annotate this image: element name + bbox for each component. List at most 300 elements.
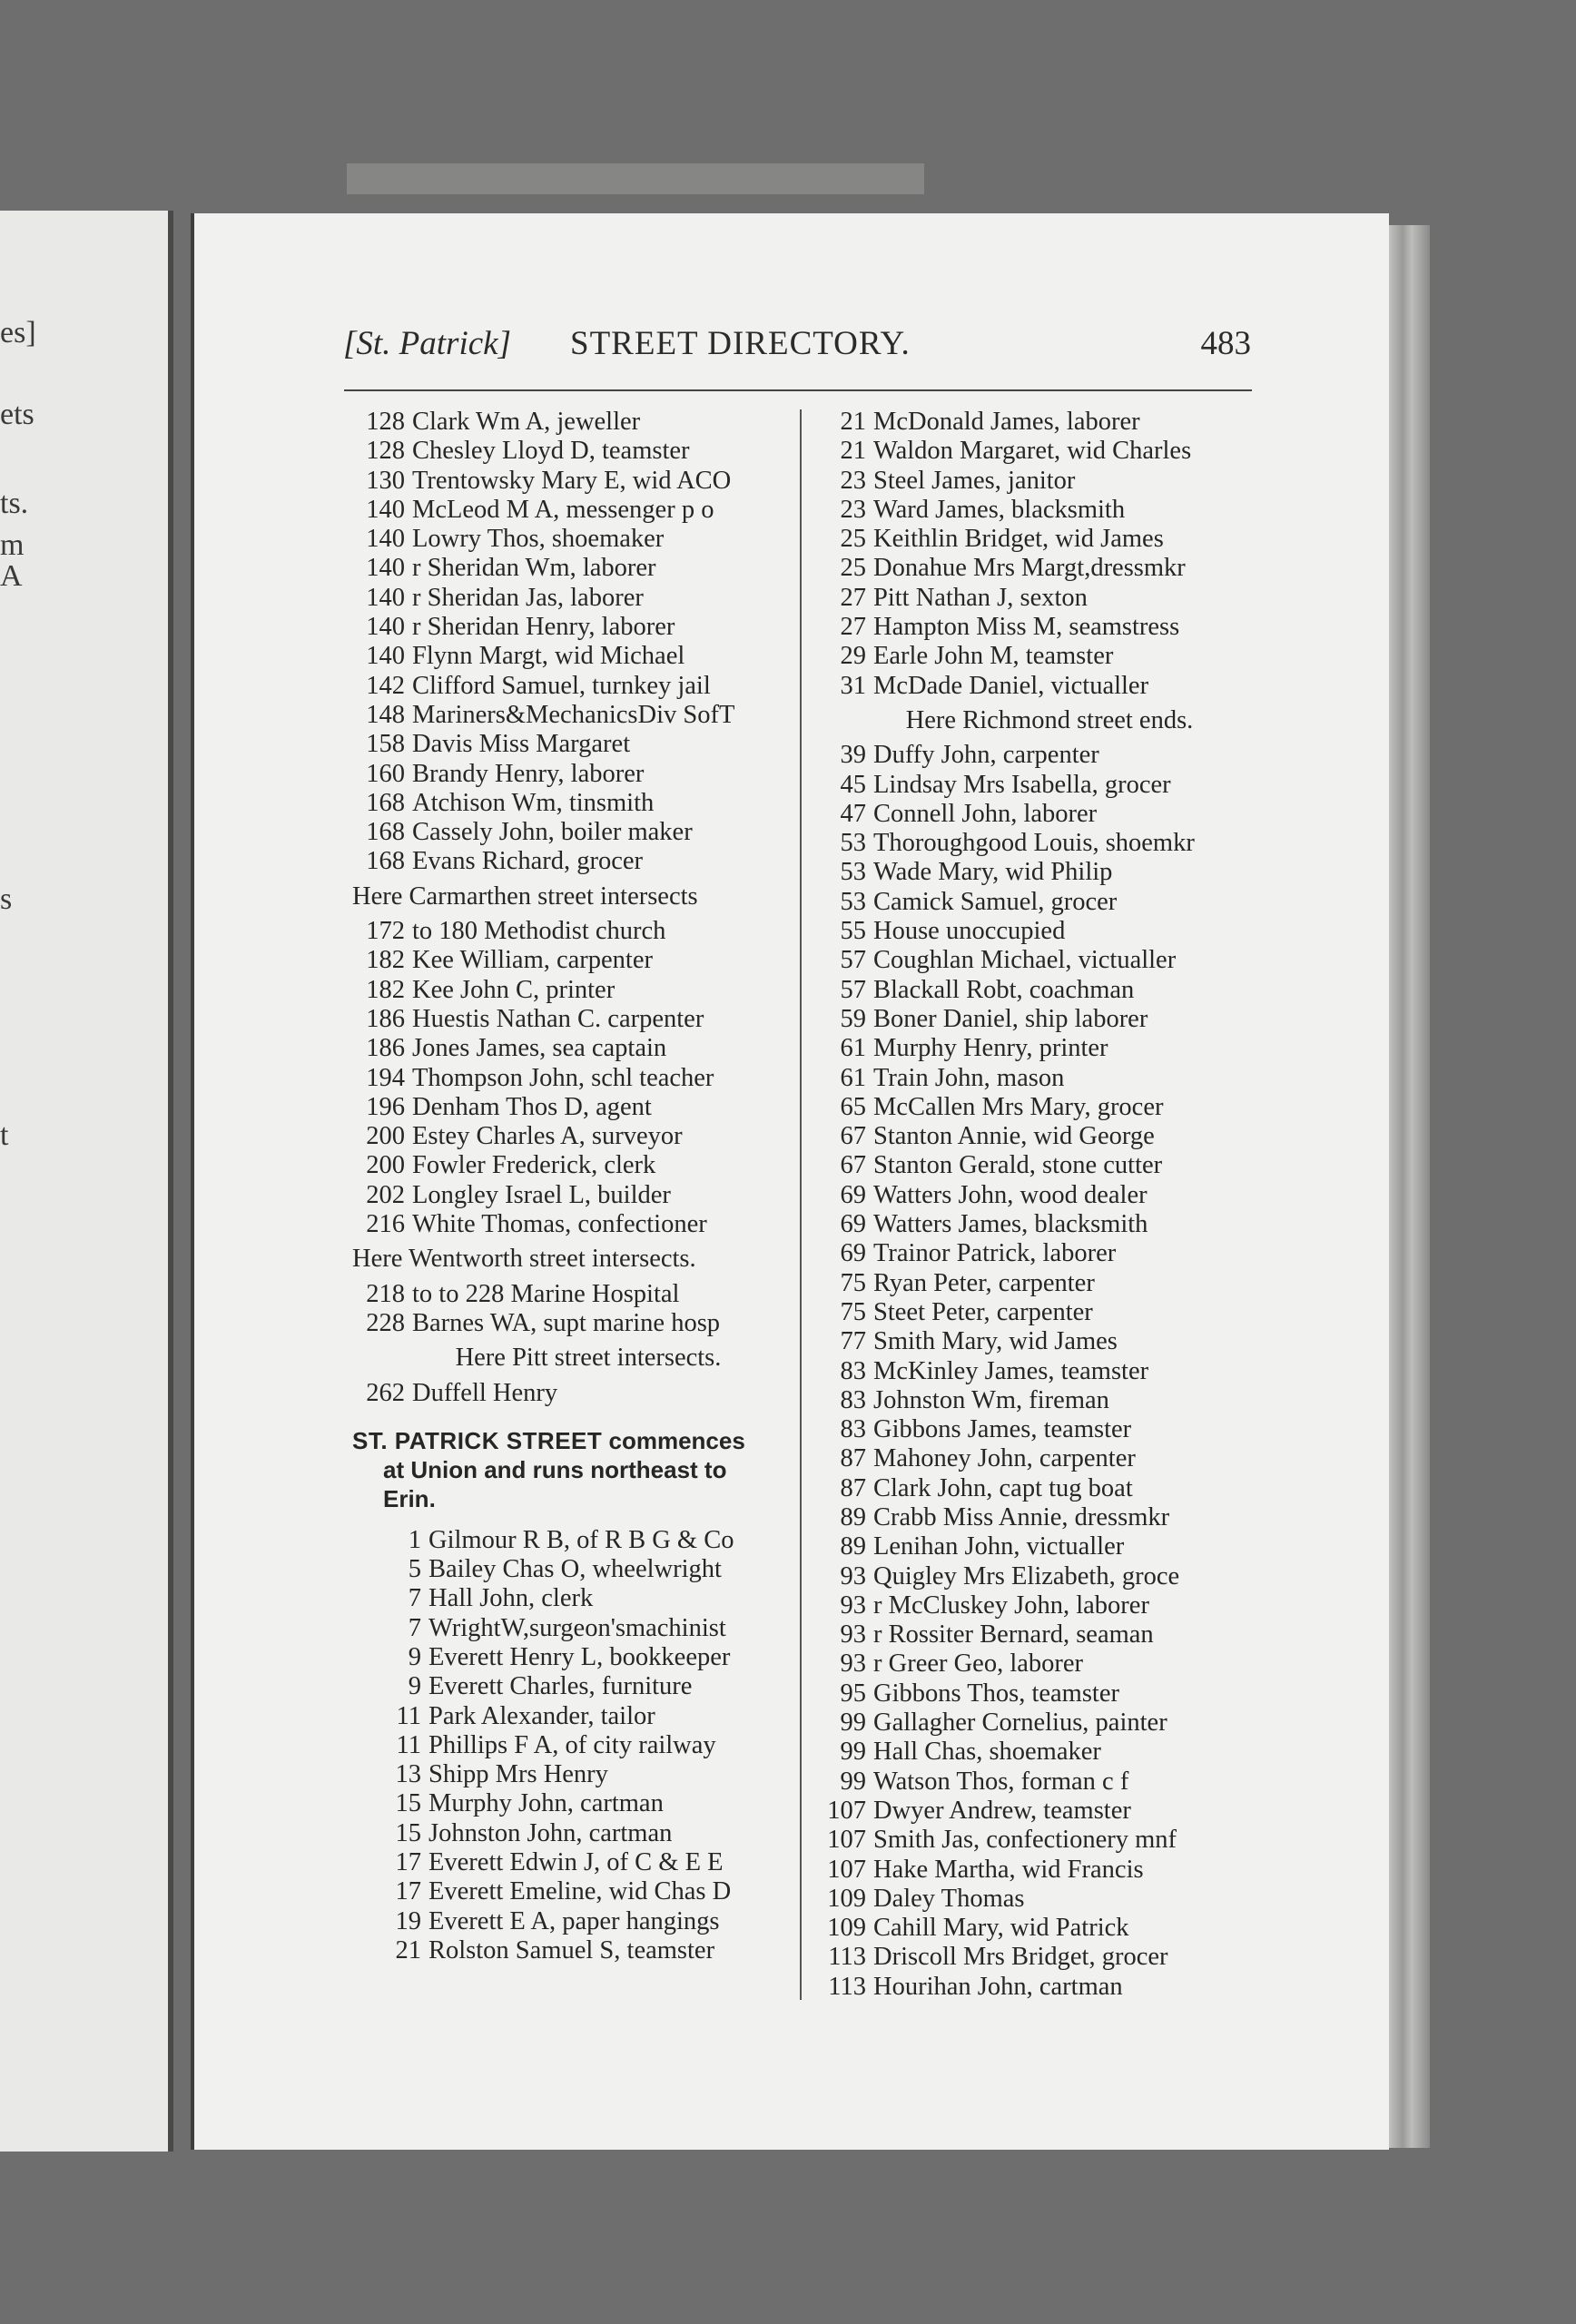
resident-text: White Thomas, confectioner [412,1210,707,1239]
house-number: 17 [395,1877,421,1906]
house-number: 216 [366,1210,405,1239]
resident-text: Jones James, sea captain [412,1034,667,1063]
resident-text: Denham Thos D, agent [412,1092,652,1121]
resident-text: Hampton Miss M, seamstress [873,613,1180,642]
directory-entry [813,1797,1258,1826]
directory-entry [352,1672,797,1701]
resident-text: to 180 Methodist church [412,917,666,946]
directory-entry [352,496,797,525]
house-number: 15 [395,1789,421,1818]
resident-text: Boner Daniel, ship laborer [873,1004,1148,1033]
house-number: 140 [366,613,405,642]
house-number: 99 [840,1767,866,1796]
house-number: 11 [396,1701,421,1730]
house-number: 59 [840,1004,866,1033]
resident-text: Donahue Mrs Margt,dressmkr [873,554,1186,583]
directory-entry [813,858,1258,887]
page-edges [1384,225,1430,2148]
directory-entry [352,1907,797,1936]
directory-entry [352,1093,797,1122]
directory-entry [352,917,797,946]
directory-entry [352,976,797,1005]
resident-text: r Rossiter Bernard, seaman [873,1620,1154,1649]
house-number: 77 [840,1327,866,1356]
house-number: 172 [366,917,405,946]
resident-text: Everett Emeline, wid Chas D [428,1877,732,1906]
directory-entry [813,554,1258,583]
entry-group [352,1526,797,1965]
resident-text: Duffell Henry [412,1378,558,1407]
resident-text: Flynn Margt, wid Michael [412,642,685,671]
street-heading-rest: commences [608,1426,745,1454]
resident-text: Waldon Margaret, wid Charles [873,437,1192,466]
directory-entry [352,760,797,789]
resident-text: Lindsay Mrs Isabella, grocer [873,770,1171,799]
house-number: 21 [840,437,866,466]
resident-text: Hake Martha, wid Francis [873,1855,1144,1884]
house-number: 109 [827,1914,866,1943]
directory-entry [352,1936,797,1965]
directory-entry [813,1649,1258,1679]
resident-text: Brandy Henry, laborer [412,759,645,788]
house-number: 31 [840,671,866,700]
house-number: 29 [840,642,866,671]
resident-text: Mariners&MechanicsDiv SofT [412,700,735,729]
directory-entry [352,1848,797,1877]
resident-text: WrightW,surgeon'smachinist [428,1613,726,1642]
resident-text: r Greer Geo, laborer [873,1649,1084,1679]
house-number: 53 [840,887,866,916]
directory-entry [813,642,1258,671]
house-number: 228 [366,1308,405,1337]
directory-entry [352,1122,797,1151]
directory-entry [813,672,1258,701]
resident-text: Gallagher Cornelius, painter [873,1709,1167,1738]
house-number: 61 [840,1063,866,1092]
house-number: 194 [366,1063,405,1092]
resident-text: Pitt Nathan J, sexton [873,583,1088,612]
directory-entry [813,1738,1258,1767]
entry-group [352,917,797,1239]
resident-text: Camick Samuel, grocer [873,887,1118,916]
directory-entry [813,1181,1258,1210]
house-number: 140 [366,642,405,671]
directory-entry [813,1620,1258,1649]
resident-text: Stanton Gerald, stone cutter [873,1151,1163,1180]
resident-text: to to 228 Marine Hospital [412,1279,680,1308]
house-number: 69 [840,1180,866,1209]
directory-entry [813,1474,1258,1503]
house-number: 61 [840,1034,866,1063]
house-number: 57 [840,946,866,975]
resident-text: Cahill Mary, wid Patrick [873,1914,1129,1943]
house-number: 160 [366,759,405,788]
resident-text: Ward James, blacksmith [873,495,1126,524]
directory-entry [813,946,1258,975]
resident-text: Thompson John, schl teacher [412,1063,714,1092]
resident-text: Smith Jas, confectionery mnf [873,1826,1177,1855]
directory-entry [813,1444,1258,1473]
house-number: 89 [840,1532,866,1561]
house-number: 128 [366,408,405,436]
house-number: 168 [366,818,405,847]
house-number: 53 [840,829,866,858]
street-note: Here Richmond street ends. [905,705,1194,734]
directory-entry [813,1064,1258,1093]
resident-text: Gibbons Thos, teamster [873,1679,1119,1708]
house-number: 107 [827,1796,866,1825]
resident-text: Keithlin Bridget, wid James [873,525,1164,554]
house-number: 23 [840,466,866,495]
resident-text: House unoccupied [873,917,1066,946]
left-fragment-text: A [0,559,23,593]
house-number: 186 [366,1004,405,1033]
house-number: 93 [840,1649,866,1679]
directory-entry [813,1914,1258,1943]
resident-text: Cassely John, boiler maker [412,818,693,847]
resident-text: Kee William, carpenter [412,946,653,975]
street-note: Here Pitt street intersects. [455,1344,722,1373]
directory-entry [352,1877,797,1906]
directory-entry [813,1239,1258,1268]
section-label: [St. Patrick] [343,325,511,362]
house-number: 200 [366,1122,405,1151]
resident-text: Clark John, capt tug boat [873,1473,1133,1502]
house-number: 15 [395,1818,421,1847]
resident-text: Hourihan John, cartman [873,1972,1123,2001]
house-number: 140 [366,554,405,583]
directory-entry [352,1151,797,1180]
directory-entry [813,1885,1258,1914]
house-number: 27 [840,613,866,642]
directory-entry [352,1034,797,1063]
left-column [352,408,797,1965]
left-fragment-text: t [0,1118,9,1152]
directory-entry [813,1856,1258,1885]
resident-text: r McCluskey John, laborer [873,1590,1149,1620]
resident-text: Connell John, laborer [873,799,1098,828]
house-number: 7 [408,1584,421,1613]
resident-text: Shipp Mrs Henry [428,1760,608,1789]
house-number: 83 [840,1385,866,1414]
house-number: 47 [840,799,866,828]
directory-entry [813,467,1258,496]
house-number: 27 [840,583,866,612]
resident-text: Bailey Chas O, wheelwright [428,1555,722,1584]
resident-text: Evans Richard, grocer [412,847,644,876]
page-header [343,324,1251,369]
street-heading-line: at Union and runs northeast to [383,1455,727,1483]
house-number: 128 [366,437,405,466]
resident-text: Hall Chas, shoemaker [873,1738,1101,1767]
resident-text: Coughlan Michael, victualler [873,946,1177,975]
directory-entry [813,525,1258,554]
directory-entry [813,1591,1258,1620]
house-number: 196 [366,1092,405,1121]
resident-text: McDade Daniel, victualler [873,671,1149,700]
resident-text: Watson Thos, forman c f [873,1767,1129,1796]
entry-group [352,408,797,877]
house-number: 93 [840,1620,866,1649]
directory-entry [813,1768,1258,1797]
page-title: STREET DIRECTORY. [570,325,911,362]
house-number: 186 [366,1034,405,1063]
directory-entry [813,917,1258,946]
entry-group [813,408,1258,701]
resident-text: Duffy John, carpenter [873,741,1099,770]
directory-entry [352,1614,797,1643]
directory-entry [352,730,797,759]
house-number: 25 [840,525,866,554]
resident-text: Daley Thomas [873,1884,1025,1913]
directory-entry [813,613,1258,642]
directory-entry [352,525,797,554]
house-number: 107 [827,1855,866,1884]
directory-entry [813,1122,1258,1151]
directory-entry [352,408,797,437]
house-number: 83 [840,1356,866,1385]
resident-text: Clifford Samuel, turnkey jail [412,671,711,700]
house-number: 75 [840,1297,866,1326]
house-number: 107 [827,1826,866,1855]
resident-text: Stanton Annie, wid George [873,1122,1155,1151]
resident-text: Park Alexander, tailor [428,1701,655,1730]
resident-text: Phillips F A, of city railway [428,1730,716,1759]
directory-entry [813,1298,1258,1327]
directory-entry [813,800,1258,829]
page-number: 483 [1200,325,1251,362]
resident-text: Blackall Robt, coachman [873,975,1135,1004]
house-number: 93 [840,1561,866,1590]
resident-text: Trentowsky Mary E, wid ACO [412,466,732,495]
resident-text: Everett E A, paper hangings [428,1906,720,1935]
house-number: 45 [840,770,866,799]
directory-entry [813,829,1258,858]
directory-entry [813,408,1258,437]
house-number: 218 [366,1279,405,1308]
house-number: 57 [840,975,866,1004]
resident-text: Trainor Patrick, laborer [873,1239,1117,1268]
directory-entry [813,741,1258,770]
paper-strip [347,163,924,194]
directory-entry [352,1005,797,1034]
directory-entry [352,946,797,975]
resident-text: Huestis Nathan C. carpenter [412,1004,704,1033]
entry-group [813,741,1258,2002]
resident-text: Steet Peter, carpenter [873,1297,1093,1326]
house-number: 21 [395,1935,421,1965]
house-number: 53 [840,858,866,887]
house-number: 142 [366,671,405,700]
directory-entry [813,584,1258,613]
directory-entry [813,496,1258,525]
resident-text: Rolston Samuel S, teamster [428,1935,715,1965]
resident-text: Atchison Wm, tinsmith [412,788,655,817]
directory-entry [813,1210,1258,1239]
directory-entry [813,1973,1258,2002]
resident-text: McKinley James, teamster [873,1356,1149,1385]
resident-text: Murphy Henry, printer [873,1034,1108,1063]
house-number: 83 [840,1415,866,1444]
house-number: 7 [408,1613,421,1642]
resident-text: Longley Israel L, builder [412,1180,671,1209]
house-number: 13 [395,1760,421,1789]
entry-group [352,1280,797,1339]
directory-entry [352,1280,797,1309]
directory-entry [352,789,797,818]
house-number: 89 [840,1502,866,1531]
resident-text: Hall John, clerk [428,1584,594,1613]
resident-text: Everett Henry L, bookkeeper [428,1642,731,1671]
resident-text: Johnston John, cartman [428,1818,673,1847]
directory-entry [352,1210,797,1239]
directory-entry [352,437,797,466]
directory-entry [813,1005,1258,1034]
resident-text: McDonald James, laborer [873,408,1140,436]
house-number: 87 [840,1473,866,1502]
directory-entry [352,1555,797,1584]
directory-entry [813,1151,1258,1180]
directory-entry [813,1327,1258,1356]
resident-text: Watters James, blacksmith [873,1210,1148,1239]
directory-entry [352,467,797,496]
house-number: 17 [395,1848,421,1877]
house-number: 140 [366,525,405,554]
resident-text: Dwyer Andrew, teamster [873,1796,1131,1825]
house-number: 25 [840,554,866,583]
directory-entry [352,672,797,701]
house-number: 113 [828,1972,866,2001]
resident-text: Ryan Peter, carpenter [873,1268,1095,1297]
resident-text: r Sheridan Jas, laborer [412,583,644,612]
directory-entry [352,554,797,583]
house-number: 99 [840,1709,866,1738]
house-number: 93 [840,1590,866,1620]
house-number: 113 [828,1943,866,1972]
house-number: 19 [395,1906,421,1935]
house-number: 182 [366,975,405,1004]
house-number: 168 [366,788,405,817]
resident-text: Everett Edwin J, of C & E E [428,1848,724,1877]
resident-text: Steel James, janitor [873,466,1076,495]
column-divider [800,409,802,2000]
directory-entry [813,1357,1258,1386]
house-number: 87 [840,1444,866,1473]
directory-entry [813,1093,1258,1122]
house-number: 109 [827,1884,866,1913]
house-number: 75 [840,1268,866,1297]
directory-entry [352,1789,797,1818]
resident-text: Crabb Miss Annie, dressmkr [873,1502,1170,1531]
house-number: 5 [408,1555,421,1584]
resident-text: McLeod M A, messenger p o [412,495,714,524]
house-number: 55 [840,917,866,946]
directory-entry [352,1643,797,1672]
resident-text: Kee John C, printer [412,975,616,1004]
resident-text: Clark Wm A, jeweller [412,408,641,436]
left-fragment-text: es] [0,316,36,350]
directory-entry [813,1826,1258,1855]
directory-page [194,213,1389,2150]
street-heading-line: Erin. [383,1484,436,1512]
directory-entry [352,1379,797,1408]
house-number: 140 [366,583,405,612]
directory-entry [813,771,1258,800]
house-number: 69 [840,1239,866,1268]
resident-text: Barnes WA, supt marine hosp [412,1308,721,1337]
house-number: 99 [840,1738,866,1767]
directory-entry [813,1386,1258,1415]
left-page-fragment [0,211,173,2152]
house-number: 148 [366,700,405,729]
directory-entry [813,437,1258,466]
resident-text: r Sheridan Wm, laborer [412,554,656,583]
street-heading [352,1426,806,1513]
house-number: 168 [366,847,405,876]
house-number: 140 [366,495,405,524]
directory-entry [813,1679,1258,1709]
street-note: Here Wentworth street intersects. [352,1245,696,1274]
resident-text: Everett Charles, furniture [428,1672,693,1701]
resident-text: Driscoll Mrs Bridget, grocer [873,1943,1168,1972]
directory-entry [352,701,797,730]
house-number: 9 [408,1642,421,1671]
resident-text: Lenihan John, victualler [873,1532,1125,1561]
resident-text: Wade Mary, wid Philip [873,858,1113,887]
house-number: 182 [366,946,405,975]
directory-entry [352,1309,797,1338]
directory-entry [352,1731,797,1760]
house-number: 9 [408,1672,421,1701]
header-rule [344,389,1252,391]
resident-text: Train John, mason [873,1063,1065,1092]
house-number: 23 [840,495,866,524]
house-number: 39 [840,741,866,770]
resident-text: Thoroughgood Louis, shoemkr [873,829,1195,858]
house-number: 200 [366,1151,405,1180]
resident-text: Smith Mary, wid James [873,1327,1118,1356]
entry-group [352,1379,797,1408]
resident-text: Mahoney John, carpenter [873,1444,1136,1473]
house-number: 130 [366,466,405,495]
directory-entry [813,1503,1258,1532]
house-number: 67 [840,1151,866,1180]
left-fragment-text: ets [0,398,34,431]
right-column [813,408,1258,2002]
directory-entry [352,1181,797,1210]
resident-text: Watters John, wood dealer [873,1180,1148,1209]
directory-entry [813,1269,1258,1298]
directory-entry [813,888,1258,917]
street-note: Here Carmarthen street intersects [352,881,698,911]
resident-text: Quigley Mrs Elizabeth, groce [873,1561,1180,1590]
directory-entry [352,847,797,876]
directory-entry [813,1415,1258,1444]
house-number: 202 [366,1180,405,1209]
resident-text: Gilmour R B, of R B G & Co [428,1525,734,1554]
directory-entry [352,1760,797,1789]
house-number: 262 [366,1378,405,1407]
house-number: 95 [840,1679,866,1708]
resident-text: Murphy John, cartman [428,1789,664,1818]
directory-entry [352,1526,797,1555]
house-number: 21 [840,408,866,436]
house-number: 11 [396,1730,421,1759]
directory-entry [352,1819,797,1848]
directory-entry [813,1562,1258,1591]
left-fragment-text: m [0,528,25,562]
resident-text: McCallen Mrs Mary, grocer [873,1092,1164,1121]
